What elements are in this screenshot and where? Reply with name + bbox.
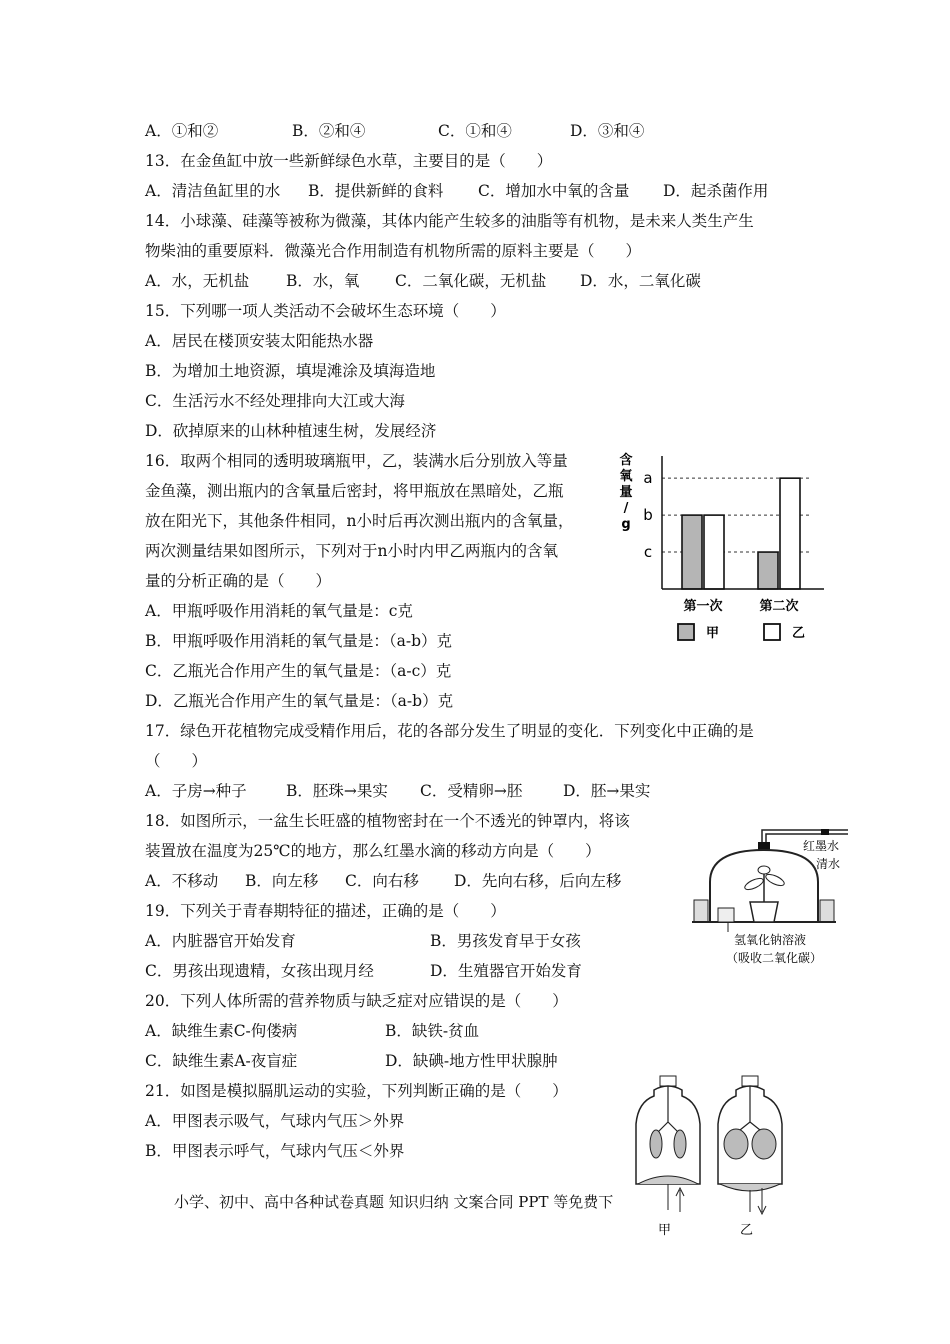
- q20-option-a: A．缺维生素C-佝偻病: [145, 1022, 298, 1040]
- q18-stem-line-2: 装置放在温度为25℃的地方，那么红墨水滴的移动方向是（ ）: [145, 842, 601, 860]
- q20-option-b: B．缺铁-贫血: [385, 1022, 480, 1040]
- q15-option-c: C．生活污水不经处理排向大江或大海: [145, 392, 405, 410]
- label-absorb-co2: （吸收二氧化碳）: [726, 951, 823, 965]
- label-yi: 乙: [740, 1223, 754, 1238]
- q15-option-b: B．为增加土地资源，填堤滩涂及填海造地: [145, 362, 436, 380]
- q12-option-a: A．①和②: [145, 122, 219, 140]
- chart-legend-swatch: [764, 624, 780, 640]
- chart-ylabel-char: 含: [619, 453, 633, 468]
- q19-option-a: A．内脏器官开始发育: [145, 932, 296, 950]
- q21-option-a: A．甲图表示吸气，气球内气压＞外界: [145, 1112, 405, 1130]
- q16-option-a: A．甲瓶呼吸作用消耗的氧气量是：c克: [145, 602, 413, 620]
- q19-stem: 19．下列关于青春期特征的描述，正确的是（ ）: [145, 902, 506, 920]
- label-jia: 甲: [658, 1223, 672, 1238]
- q15-option-d: D．砍掉原来的山林种植速生树，发展经济: [145, 422, 437, 440]
- q18-option-c: C．向右移: [345, 872, 419, 890]
- q21-stem: 21．如图是模拟膈肌运动的实验，下列判断正确的是（ ）: [145, 1082, 568, 1100]
- q17-option-d: D．胚→果实: [563, 782, 651, 800]
- q14-stem-line-2: 物柴油的重要原料．微藻光合作用制造有机物所需的原料主要是（ ）: [145, 242, 642, 260]
- chart-bar: [780, 478, 800, 589]
- q16-stem-line-5: 量的分析正确的是（ ）: [145, 572, 332, 590]
- chart-ylabel-char: 氧: [619, 469, 633, 484]
- q14-option-d: D．水，二氧化碳: [580, 272, 701, 290]
- q14-option-b: B．水，氧: [286, 272, 360, 290]
- chart-y-axis-label: [619, 452, 633, 532]
- chart-bar: [682, 515, 702, 589]
- q16-stem-line-4: 两次测量结果如图所示，下列对于n小时内甲乙两瓶内的含氧: [145, 542, 558, 560]
- q16-option-c: C．乙瓶光合作用产生的氧气量是：（a-c）克: [145, 662, 452, 680]
- chart-ylabel-char: /: [623, 501, 629, 516]
- chart-category-label: 第一次: [683, 599, 723, 614]
- chart-bar: [758, 552, 778, 589]
- q18-stem-line-1: 18．如图所示，一盆生长旺盛的植物密封在一个不透光的钟罩内，将该: [145, 812, 630, 830]
- chart-category-label: 第二次: [759, 599, 799, 614]
- chart-bar: [704, 515, 724, 589]
- q16-stem-line-2: 金鱼藻，测出瓶内的含氧量后密封，将甲瓶放在黑暗处，乙瓶: [145, 482, 564, 500]
- page-footer: 小学、初中、高中各种试卷真题 知识归纳 文案合同 PPT 等免费下: [174, 1193, 614, 1211]
- chart-legend-swatch: [678, 624, 694, 640]
- chart-legend-label: 乙: [792, 626, 806, 641]
- q18-option-b: B．向左移: [245, 872, 319, 890]
- q15-stem: 15．下列哪一项人类活动不会破坏生态环境（ ）: [145, 302, 506, 320]
- leaf-icon: [743, 876, 765, 892]
- q21-option-b: B．甲图表示呼气，气球内气压＜外界: [145, 1142, 405, 1160]
- q19-option-c: C．男孩出现遗精，女孩出现月经: [145, 962, 374, 980]
- oxygen-bar-chart: [612, 448, 838, 648]
- q13-option-b: B．提供新鲜的食料: [308, 182, 444, 200]
- q12-option-b: B．②和④: [292, 122, 366, 140]
- bell-jar-model-yi-icon: [718, 1076, 782, 1214]
- q16-stem-line-3: 放在阳光下，其他条件相同，n小时后再次测出瓶内的含氧量，: [145, 512, 574, 530]
- q18-option-a: A．不移动: [145, 872, 219, 890]
- q12-option-d: D．③和④: [570, 122, 645, 140]
- label-clear-water: 清水: [816, 857, 841, 871]
- chart-ylabel-char: g: [621, 517, 631, 532]
- q16-option-d: D．乙瓶光合作用产生的氧气量是：（a-b）克: [145, 692, 454, 710]
- q13-option-a: A．清洁鱼缸里的水: [145, 182, 281, 200]
- q17-stem-line-1: 17．绿色开花植物完成受精作用后，花的各部分发生了明显的变化．下列变化中正确的是: [145, 722, 754, 740]
- chart-tick-label: c: [643, 543, 653, 562]
- q20-option-c: C．缺维生素A-夜盲症: [145, 1052, 298, 1070]
- q12-option-c: C．①和④: [438, 122, 512, 140]
- plant-pot-icon: [750, 902, 778, 922]
- ink-drop-icon: [821, 829, 829, 835]
- chart-tick-label: a: [643, 469, 653, 488]
- bell-jar-figure: [688, 822, 850, 970]
- q17-option-c: C．受精卵→胚: [420, 782, 523, 800]
- beaker-icon: [718, 908, 734, 922]
- q16-option-b: B．甲瓶呼吸作用消耗的氧气量是：（a-b）克: [145, 632, 453, 650]
- bell-jar-model-jia-icon: [636, 1076, 700, 1212]
- chart-tick-label: b: [643, 506, 653, 525]
- q14-option-c: C．二氧化碳，无机盐: [395, 272, 547, 290]
- label-red-ink: 红墨水: [803, 839, 840, 853]
- q17-option-b: B．胚珠→果实: [286, 782, 388, 800]
- q15-option-a: A．居民在楼顶安装太阳能热水器: [145, 332, 374, 350]
- q14-option-a: A．水，无机盐: [145, 272, 250, 290]
- q13-option-c: C．增加水中氧的含量: [478, 182, 630, 200]
- chart-ylabel-char: 量: [619, 485, 633, 500]
- diaphragm-model-figure: [628, 1072, 800, 1244]
- stopper-icon: [758, 842, 770, 850]
- q20-stem: 20．下列人体所需的营养物质与缺乏症对应错误的是（ ）: [145, 992, 568, 1010]
- q17-option-a: A．子房→种子: [145, 782, 247, 800]
- label-naoh-solution: 氢氧化钠溶液: [734, 933, 807, 947]
- q20-option-d: D．缺碘-地方性甲状腺肿: [385, 1052, 558, 1070]
- q16-stem-line-1: 16．取两个相同的透明玻璃瓶甲，乙，装满水后分别放入等量: [145, 452, 568, 470]
- q17-stem-line-2: （ ）: [145, 752, 208, 770]
- q13-option-d: D．起杀菌作用: [663, 182, 769, 200]
- q14-stem-line-1: 14．小球藻、硅藻等被称为微藻，其体内能产生较多的油脂等有机物，是未来人类生产生: [145, 212, 754, 230]
- q19-option-d: D．生殖器官开始发育: [430, 962, 582, 980]
- q13-stem: 13．在金鱼缸中放一些新鲜绿色水草，主要目的是（ ）: [145, 152, 553, 170]
- q19-option-b: B．男孩发育早于女孩: [430, 932, 581, 950]
- q18-option-d: D．先向右移，后向左移: [454, 872, 622, 890]
- chart-legend-label: 甲: [706, 626, 720, 641]
